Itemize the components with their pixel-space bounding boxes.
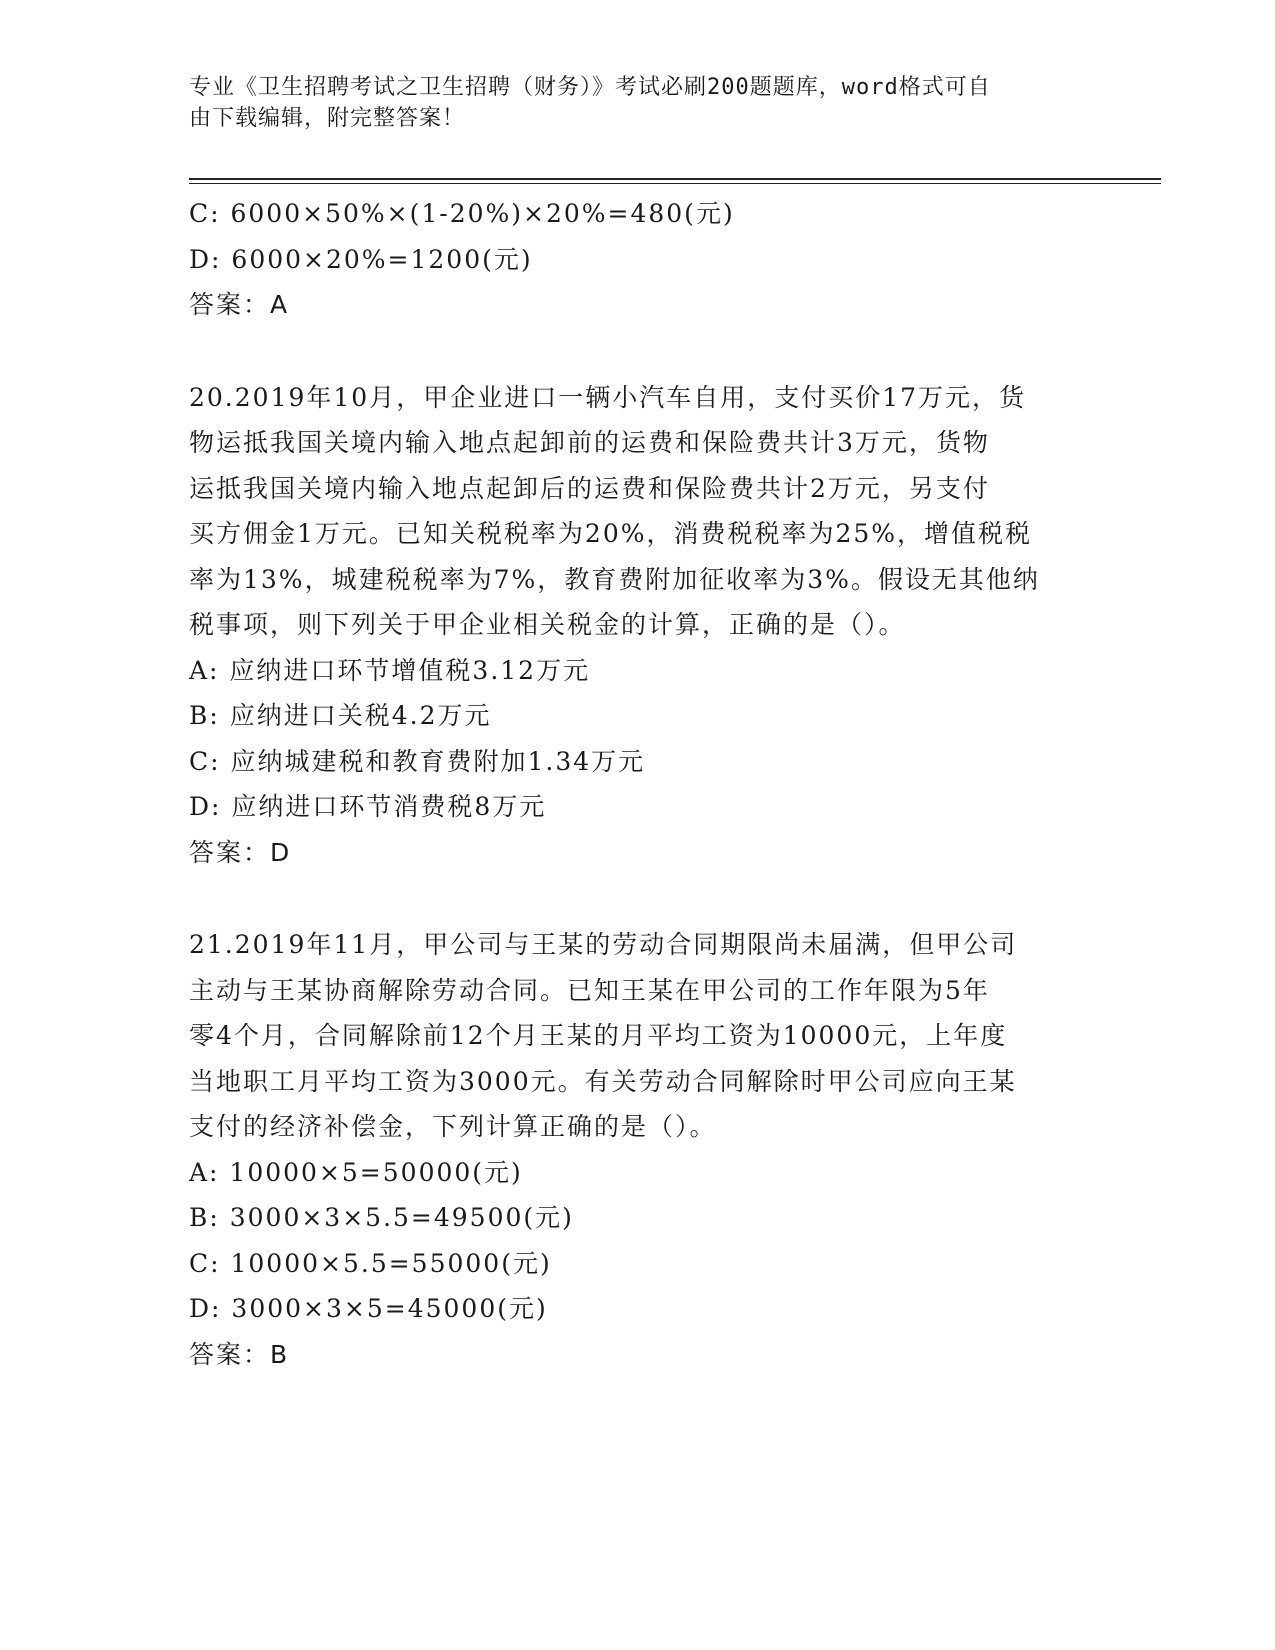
document-body [189, 191, 1089, 1377]
question-stem-line: 21.2019年11月，甲公司与王某的劳动合同期限尚未届满，但甲公司 [189, 930, 1018, 959]
header-rule-thin [189, 183, 1161, 184]
option-d: D: 3000×3×5=45000(元) [189, 1294, 548, 1323]
header-rule-thick [189, 178, 1161, 180]
question-21 [189, 922, 1089, 1377]
page-header [189, 72, 1089, 134]
question-spacer [189, 328, 1089, 375]
option-c: C: 6000×50%×(1-20%)×20%=480(元) [189, 199, 735, 228]
option-a: A: 应纳进口环节增值税3.12万元 [189, 655, 591, 685]
question-19-tail [189, 191, 1089, 328]
question-stem-line: 物运抵我国关境内输入地点起卸前的运费和保险费共计3万元，货物 [189, 428, 990, 457]
option-d: D: 6000×20%=1200(元) [189, 244, 533, 274]
answer-line: 答案：D [189, 837, 292, 867]
header-title-line-2: 由下载编辑，附完整答案！ [189, 106, 466, 131]
question-stem-line: 运抵我国关境内输入地点起卸后的运费和保险费共计2万元，另支付 [189, 473, 990, 503]
option-d: D: 应纳进口环节消费税8万元 [189, 792, 547, 821]
question-stem-line: 税事项，则下列关于甲企业相关税金的计算，正确的是（）。 [189, 610, 906, 639]
question-stem-line: 支付的经济补偿金，下列计算正确的是（）。 [189, 1112, 717, 1141]
option-c: C: 10000×5.5=55000(元) [189, 1248, 552, 1278]
question-20 [189, 375, 1089, 876]
question-stem-line: 当地职工月平均工资为3000元。有关劳动合同解除时甲公司应向王某 [189, 1066, 1017, 1096]
header-title-line-1: 专业《卫生招聘考试之卫生招聘（财务）》考试必刷200题题库，word格式可自 [189, 75, 991, 100]
question-stem-line: 率为13%，城建税税率为7%，教育费附加征收率为3%。假设无其他纳 [189, 564, 1040, 594]
option-a: A: 10000×5=50000(元) [189, 1157, 523, 1187]
answer-line: 答案：A [189, 290, 290, 319]
question-spacer [189, 875, 1089, 922]
question-stem-line: 零4个月，合同解除前12个月王某的月平均工资为10000元，上年度 [189, 1021, 1008, 1050]
question-stem-line: 主动与王某协商解除劳动合同。已知王某在甲公司的工作年限为5年 [189, 975, 990, 1005]
option-c: C: 应纳城建税和教育费附加1.34万元 [189, 746, 646, 776]
question-stem-line: 20.2019年10月，甲企业进口一辆小汽车自用，支付买价17万元，货 [189, 382, 1027, 412]
question-stem-line: 买方佣金1万元。已知关税税率为20%，消费税税率为25%，增值税税 [189, 519, 1033, 548]
option-b: B: 应纳进口关税4.2万元 [189, 701, 492, 730]
option-b: B: 3000×3×5.5=49500(元) [189, 1203, 574, 1232]
answer-line: 答案：B [189, 1339, 290, 1369]
